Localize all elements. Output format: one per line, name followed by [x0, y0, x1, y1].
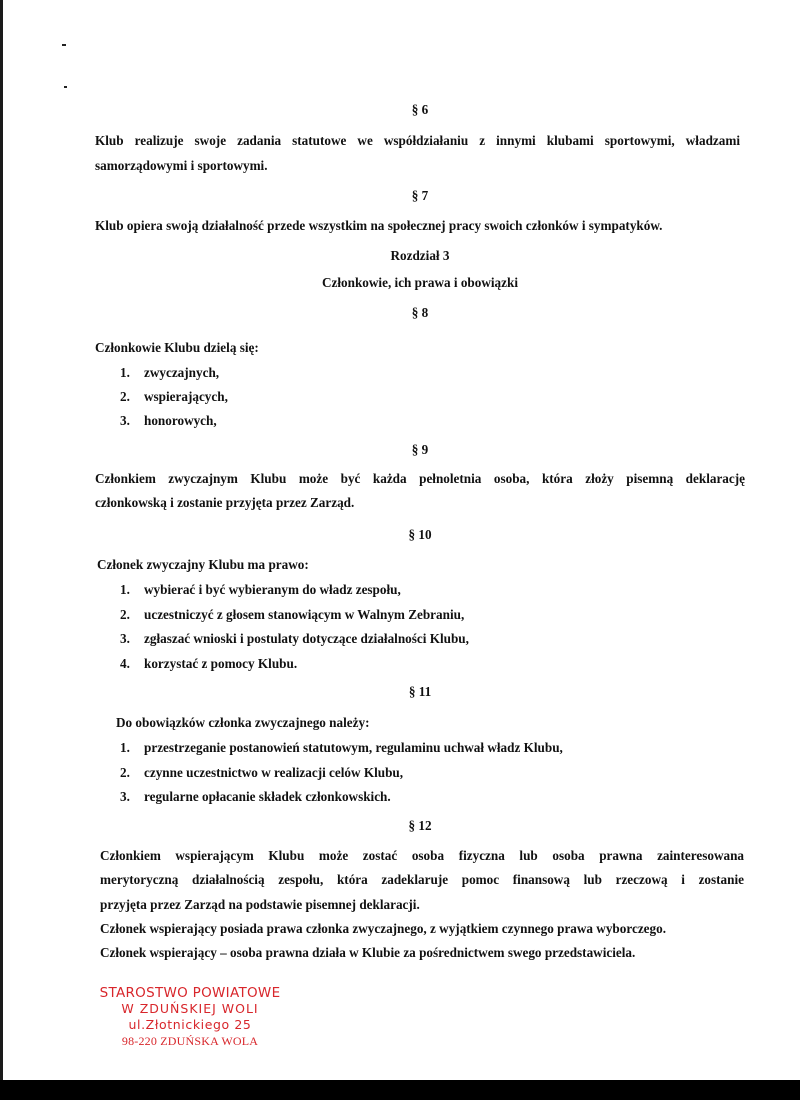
chapter-title: Członkowie, ich prawa i obowiązki [322, 275, 518, 290]
list-item [120, 365, 219, 381]
section-10-heading: § 10 [408, 527, 432, 542]
list-text: czynne uczestnictwo w realizacji celów Klubu, [144, 765, 404, 780]
section-6-line-1: Klub realizuje swoje zadania statutowe we współdziałaniu z innymi klubami sportowymi, władzami [95, 133, 740, 148]
list-text: wybierać i być wybieranym do władz zespołu, [144, 582, 401, 597]
list-number: 2. [120, 389, 130, 404]
section-7-line-1: Klub opiera swoją działalność przede wszystkim na społecznej pracy swoich członków i sympatyków. [95, 218, 663, 233]
chapter-label: Rozdział 3 [390, 248, 450, 263]
list-text: zwyczajnych, [144, 365, 220, 380]
section-12-line-5: Członek wspierający – osoba prawna działa w Klubie za pośrednictwem swego przedstawiciela. [100, 945, 636, 960]
section-8-heading: § 8 [411, 305, 429, 320]
list-number: 1. [120, 365, 130, 380]
list-item [120, 656, 297, 672]
section-10-intro: Członek zwyczajny Klubu ma prawo: [97, 557, 309, 572]
section-12-heading: § 12 [408, 818, 432, 833]
list-item [120, 740, 563, 756]
list-number: 3. [120, 631, 130, 646]
section-9-heading: § 9 [411, 442, 429, 457]
section-12-line-2: merytoryczną działalnością zespołu, która zadeklaruje pomoc finansową lub rzeczową i zostanie [100, 872, 744, 887]
list-item [120, 413, 217, 429]
list-item [120, 765, 403, 781]
stamp-line-3: ul.Złotnickiego 25 [128, 1017, 252, 1032]
list-number: 3. [120, 413, 130, 428]
list-item [120, 607, 464, 623]
section-12-line-1: Członkiem wspierającym Klubu może zostać osoba fizyczna lub osoba prawna zainteresowana [100, 848, 744, 863]
list-text: przestrzeganie postanowień statutowym, regulaminu uchwał władz Klubu, [144, 740, 563, 755]
scan-edge-left [0, 0, 3, 1100]
list-item [120, 789, 391, 805]
list-text: zgłaszać wnioski i postulaty dotyczące działalności Klubu, [144, 631, 469, 646]
list-text: uczestniczyć z głosem stanowiącym w Walnym Zebraniu, [144, 607, 465, 622]
list-number: 2. [120, 765, 130, 780]
list-number: 3. [120, 789, 130, 804]
list-text: korzystać z pomocy Klubu. [144, 656, 298, 671]
list-text: honorowych, [144, 413, 217, 428]
list-number: 1. [120, 582, 130, 597]
section-12-line-4: Członek wspierający posiada prawa członka zwyczajnego, z wyjątkiem czynnego prawa wyborczego. [100, 921, 667, 936]
list-text: wspierających, [144, 389, 228, 404]
scan-speck [62, 44, 66, 46]
stamp-line-1: STAROSTWO POWIATOWE [99, 985, 281, 1001]
list-text: regularne opłacanie składek członkowskich. [144, 789, 391, 804]
section-6-line-2: samorządowymi i sportowymi. [95, 158, 268, 173]
section-9-line-2: członkowską i zostanie przyjęta przez Zarząd. [95, 495, 355, 510]
section-9-line-1: Członkiem zwyczajnym Klubu może być każda pełnoletnia osoba, która złoży pisemną deklarację [95, 471, 745, 486]
list-number: 4. [120, 656, 130, 671]
office-stamp [90, 985, 290, 1049]
section-11-intro: Do obowiązków członka zwyczajnego należy: [116, 715, 370, 730]
list-number: 2. [120, 607, 130, 622]
stamp-line-4: 98-220 ZDUŃSKA WOLA [121, 1034, 259, 1048]
section-8-intro: Członkowie Klubu dzielą się: [95, 340, 259, 355]
section-6-heading: § 6 [411, 102, 429, 117]
section-12-line-3: przyjęta przez Zarząd na podstawie pisemnej deklaracji. [100, 897, 420, 912]
scan-edge-bottom [0, 1080, 800, 1100]
list-number: 1. [120, 740, 130, 755]
list-item [120, 582, 401, 598]
scan-speck [64, 86, 67, 88]
list-item [120, 631, 469, 647]
section-11-heading: § 11 [408, 684, 432, 699]
list-item [120, 389, 228, 405]
stamp-line-2: W ZDUŃSKIEJ WOLI [121, 1001, 259, 1016]
section-7-heading: § 7 [411, 188, 429, 203]
